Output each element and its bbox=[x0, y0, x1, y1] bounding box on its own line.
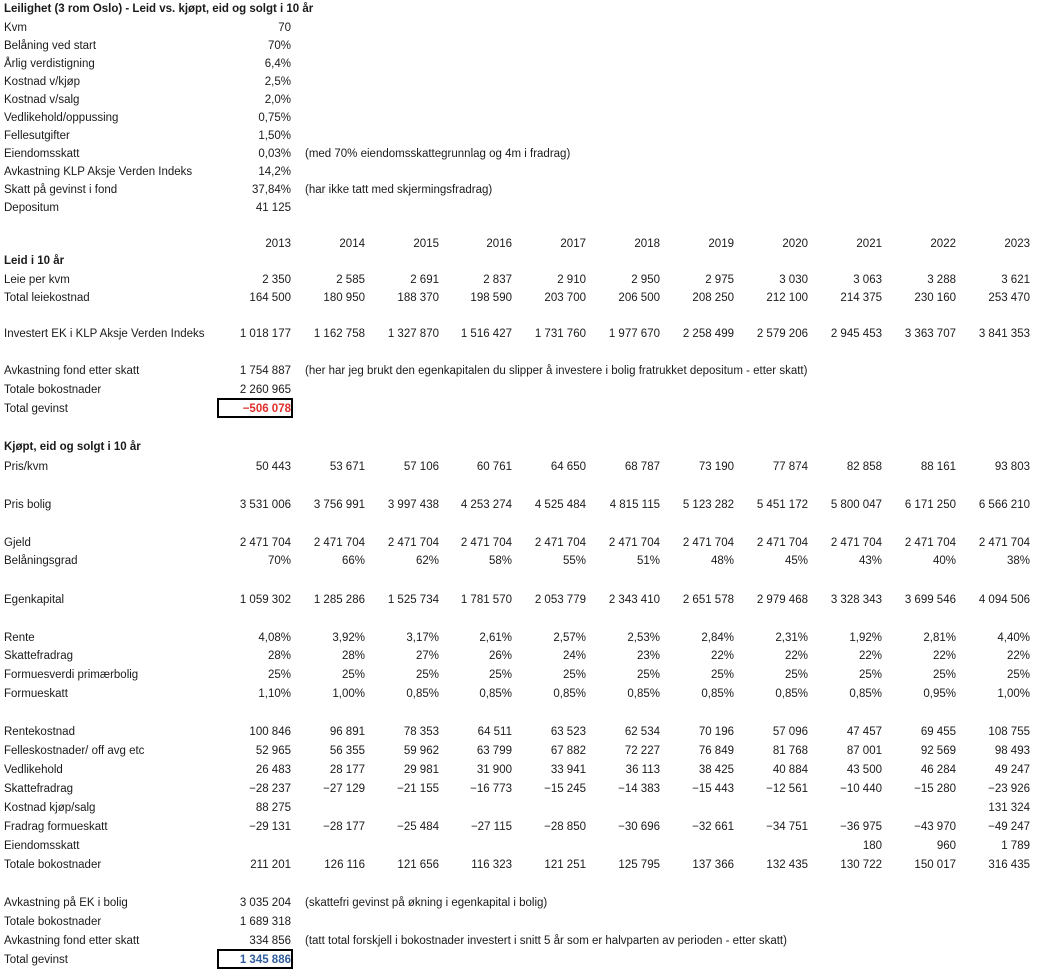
param-label: Årlig verdistigning bbox=[4, 58, 95, 70]
buy-cell: 88 275 bbox=[255, 802, 291, 814]
rent-cell: 212 100 bbox=[766, 292, 808, 304]
buy-cell: 28 177 bbox=[329, 764, 365, 776]
buy-cell: 211 201 bbox=[250, 859, 291, 871]
year-header: 2020 bbox=[782, 238, 808, 250]
rent-cell: 206 500 bbox=[618, 292, 660, 304]
year-header: 2022 bbox=[930, 238, 956, 250]
param-note: (med 70% eiendomsskattegrunnlag og 4m i fradrag) bbox=[305, 148, 571, 160]
buy-cell: −28 850 bbox=[544, 821, 586, 833]
rent-total-gain-border bbox=[217, 398, 293, 418]
year-header: 2013 bbox=[265, 238, 291, 250]
buy-cell: −25 484 bbox=[397, 821, 439, 833]
param-value: 2,0% bbox=[264, 94, 291, 106]
buy-cell: −14 383 bbox=[618, 783, 660, 795]
buy-cell: 31 900 bbox=[476, 764, 512, 776]
buy-cell: 1 781 570 bbox=[460, 594, 512, 606]
buy-cell: −27 115 bbox=[470, 821, 512, 833]
buy-cell: 3 328 343 bbox=[830, 594, 882, 606]
buy-row-label: Gjeld bbox=[4, 537, 31, 549]
year-header: 2021 bbox=[856, 238, 882, 250]
buy-cell: 3 997 438 bbox=[387, 499, 439, 511]
buy-cell: 48% bbox=[710, 555, 734, 567]
year-header: 2018 bbox=[634, 238, 660, 250]
buy-cell: 76 849 bbox=[698, 745, 734, 757]
buy-cell: 316 435 bbox=[988, 859, 1030, 871]
buy-cell: 2 979 468 bbox=[756, 594, 808, 606]
rent-cell: 3 030 bbox=[779, 274, 808, 286]
buy-cell: 180 bbox=[862, 840, 882, 852]
buy-cell: 2 471 704 bbox=[978, 537, 1030, 549]
buy-cell: 0,85% bbox=[701, 688, 734, 700]
buy-cell: 2 471 704 bbox=[756, 537, 808, 549]
buy-cell: 2 471 704 bbox=[682, 537, 734, 549]
buy-cell: 0,85% bbox=[406, 688, 439, 700]
param-label: Fellesutgifter bbox=[4, 130, 70, 142]
rent-cell: 1 516 427 bbox=[460, 328, 512, 340]
buy-cell: 5 123 282 bbox=[682, 499, 734, 511]
buy-cell: −36 975 bbox=[840, 821, 882, 833]
buy-row-label: Pris/kvm bbox=[4, 461, 49, 473]
buy-cell: 93 803 bbox=[994, 461, 1030, 473]
buy-cell: 55% bbox=[562, 555, 586, 567]
buy-row-label: Formuesverdi primærbolig bbox=[4, 669, 139, 681]
buy-cell: −15 280 bbox=[914, 783, 956, 795]
buy-summary-label: Avkastning fond etter skatt bbox=[4, 935, 140, 947]
param-label: Kostnad v/kjøp bbox=[4, 76, 81, 88]
rent-cell: 2 579 206 bbox=[756, 328, 808, 340]
buy-cell: −28 177 bbox=[323, 821, 365, 833]
buy-summary-value: 3 035 204 bbox=[239, 897, 291, 909]
buy-cell: 24% bbox=[562, 650, 586, 662]
buy-cell: 36 113 bbox=[625, 764, 660, 776]
buy-cell: 2,61% bbox=[479, 632, 512, 644]
rent-cell: 3 288 bbox=[927, 274, 956, 286]
buy-cell: 25% bbox=[784, 669, 808, 681]
buy-cell: 5 800 047 bbox=[830, 499, 882, 511]
buy-cell: 92 569 bbox=[920, 745, 956, 757]
buy-cell: 40 884 bbox=[772, 764, 808, 776]
buy-cell: 40% bbox=[932, 555, 956, 567]
param-value: 14,2% bbox=[258, 166, 291, 178]
buy-cell: 88 161 bbox=[920, 461, 956, 473]
buy-cell: 0,85% bbox=[627, 688, 660, 700]
rent-cell: 1 018 177 bbox=[239, 328, 291, 340]
buy-cell: 72 227 bbox=[624, 745, 660, 757]
buy-row-label: Rentekostnad bbox=[4, 726, 75, 738]
buy-cell: 57 096 bbox=[772, 726, 808, 738]
buy-cell: 2 053 779 bbox=[534, 594, 586, 606]
buy-row-label: Rente bbox=[4, 632, 35, 644]
rent-cell: 188 370 bbox=[397, 292, 439, 304]
buy-cell: 62% bbox=[415, 555, 439, 567]
buy-cell: 47 457 bbox=[846, 726, 882, 738]
buy-cell: 56 355 bbox=[329, 745, 365, 757]
rent-cell: 253 470 bbox=[988, 292, 1030, 304]
buy-cell: 5 451 172 bbox=[756, 499, 808, 511]
buy-cell: −21 155 bbox=[397, 783, 439, 795]
buy-cell: 4 525 484 bbox=[534, 499, 586, 511]
param-value: 41 125 bbox=[255, 202, 291, 214]
rent-cell: 208 250 bbox=[692, 292, 734, 304]
buy-cell: 1 789 bbox=[1001, 840, 1030, 852]
buy-cell: 25% bbox=[488, 669, 512, 681]
buy-cell: 25% bbox=[341, 669, 365, 681]
buy-cell: 3 699 546 bbox=[904, 594, 956, 606]
param-label: Eiendomsskatt bbox=[4, 148, 80, 160]
buy-cell: 4 253 274 bbox=[460, 499, 512, 511]
buy-cell: 0,85% bbox=[553, 688, 586, 700]
param-value: 70% bbox=[267, 40, 291, 52]
buy-cell: 33 941 bbox=[550, 764, 586, 776]
buy-cell: 43% bbox=[858, 555, 882, 567]
buy-row-label: Felleskostnader/ off avg etc bbox=[4, 745, 145, 757]
buy-row-label: Fradrag formueskatt bbox=[4, 821, 108, 833]
buy-cell: 25% bbox=[710, 669, 734, 681]
buy-cell: −10 440 bbox=[840, 783, 882, 795]
buy-cell: 53 671 bbox=[329, 461, 365, 473]
buy-cell: 0,85% bbox=[849, 688, 882, 700]
buy-cell: 26 483 bbox=[255, 764, 291, 776]
rent-cell: 1 162 758 bbox=[313, 328, 365, 340]
buy-cell: 25% bbox=[562, 669, 586, 681]
buy-row-label: Egenkapital bbox=[4, 594, 65, 606]
buy-cell: 0,85% bbox=[775, 688, 808, 700]
buy-cell: 77 874 bbox=[772, 461, 808, 473]
rent-cell: 2 950 bbox=[631, 274, 660, 286]
buy-cell: 70 196 bbox=[698, 726, 734, 738]
buy-cell: 121 656 bbox=[397, 859, 439, 871]
buy-cell: 2,57% bbox=[553, 632, 586, 644]
buy-cell: 46 284 bbox=[920, 764, 956, 776]
buy-cell: 87 001 bbox=[846, 745, 882, 757]
param-value: 6,4% bbox=[264, 58, 291, 70]
param-value: 0,03% bbox=[258, 148, 291, 160]
buy-cell: 4,08% bbox=[258, 632, 291, 644]
buy-cell: 2 471 704 bbox=[534, 537, 586, 549]
buy-cell: 28% bbox=[267, 650, 291, 662]
buy-cell: −29 131 bbox=[249, 821, 291, 833]
rent-cell: 1 731 760 bbox=[534, 328, 586, 340]
buy-cell: 150 017 bbox=[914, 859, 956, 871]
buy-cell: 68 787 bbox=[624, 461, 660, 473]
buy-row-label: Skattefradrag bbox=[4, 783, 74, 795]
buy-row-label: Skattefradrag bbox=[4, 650, 74, 662]
buy-cell: 4,40% bbox=[997, 632, 1030, 644]
buy-cell: 29 981 bbox=[403, 764, 439, 776]
rent-summary-value: 2 260 965 bbox=[239, 384, 291, 396]
buy-cell: −32 661 bbox=[692, 821, 734, 833]
param-value: 70 bbox=[278, 22, 291, 34]
param-label: Kvm bbox=[4, 22, 27, 34]
buy-cell: 6 171 250 bbox=[904, 499, 956, 511]
rent-cell: 2 975 bbox=[705, 274, 734, 286]
buy-cell: 6 566 210 bbox=[978, 499, 1030, 511]
param-label: Depositum bbox=[4, 202, 59, 214]
param-label: Kostnad v/salg bbox=[4, 94, 80, 106]
buy-cell: 52 965 bbox=[255, 745, 291, 757]
rent-cell: 3 063 bbox=[853, 274, 882, 286]
rent-cell: 1 977 670 bbox=[608, 328, 660, 340]
buy-cell: 45% bbox=[784, 555, 808, 567]
rent-cell: 3 621 bbox=[1001, 274, 1030, 286]
buy-cell: 28% bbox=[341, 650, 365, 662]
rent-cell: 2 585 bbox=[336, 274, 365, 286]
rent-summary-label: Avkastning fond etter skatt bbox=[4, 365, 140, 377]
buy-cell: 2 471 704 bbox=[387, 537, 439, 549]
buy-total-gain: 1 345 886 bbox=[239, 954, 291, 966]
buy-cell: 4 094 506 bbox=[978, 594, 1030, 606]
buy-summary-label: Avkastning på EK i bolig bbox=[4, 897, 128, 909]
buy-cell: 3,92% bbox=[332, 632, 365, 644]
year-header: 2023 bbox=[1004, 238, 1030, 250]
param-label: Skatt på gevinst i fond bbox=[4, 184, 118, 196]
buy-cell: −43 970 bbox=[914, 821, 956, 833]
buy-cell: 2,81% bbox=[923, 632, 956, 644]
buy-cell: 121 251 bbox=[544, 859, 586, 871]
buy-summary-note: (skattefri gevinst på økning i egenkapital i bolig) bbox=[305, 897, 548, 909]
rent-cell: 2 910 bbox=[557, 274, 586, 286]
buy-cell: 1,00% bbox=[332, 688, 365, 700]
buy-cell: 67 882 bbox=[550, 745, 586, 757]
year-header: 2015 bbox=[413, 238, 439, 250]
buy-cell: 2,53% bbox=[627, 632, 660, 644]
buy-cell: 2,84% bbox=[701, 632, 734, 644]
buy-cell: 3 531 006 bbox=[239, 499, 291, 511]
buy-row-label: Pris bolig bbox=[4, 499, 52, 511]
buy-cell: 1,00% bbox=[997, 688, 1030, 700]
buy-cell: 131 324 bbox=[988, 802, 1030, 814]
buy-cell: −23 926 bbox=[988, 783, 1030, 795]
buy-cell: 2 471 704 bbox=[460, 537, 512, 549]
buy-row-label: Kostnad kjøp/salg bbox=[4, 802, 96, 814]
buy-cell: 59 962 bbox=[403, 745, 439, 757]
buy-cell: 66% bbox=[341, 555, 365, 567]
param-label: Avkastning KLP Aksje Verden Indeks bbox=[4, 166, 193, 178]
rent-cell: 3 841 353 bbox=[978, 328, 1030, 340]
buy-cell: 82 858 bbox=[846, 461, 882, 473]
buy-cell: 137 366 bbox=[692, 859, 734, 871]
buy-cell: 57 106 bbox=[403, 461, 439, 473]
buy-summary-label: Total gevinst bbox=[4, 954, 68, 966]
buy-cell: 2 651 578 bbox=[682, 594, 734, 606]
param-value: 2,5% bbox=[264, 76, 291, 88]
section-header-buy: Kjøpt, eid og solgt i 10 år bbox=[4, 441, 141, 453]
rent-cell: 2 691 bbox=[410, 274, 439, 286]
buy-cell: 38% bbox=[1006, 555, 1030, 567]
year-header: 2017 bbox=[560, 238, 586, 250]
buy-cell: 3 756 991 bbox=[313, 499, 365, 511]
buy-cell: 22% bbox=[932, 650, 956, 662]
rent-cell: 198 590 bbox=[470, 292, 512, 304]
buy-summary-label: Totale bokostnader bbox=[4, 916, 102, 928]
param-label: Belåning ved start bbox=[4, 40, 97, 52]
buy-row-label: Eiendomsskatt bbox=[4, 840, 80, 852]
buy-cell: 2 471 704 bbox=[313, 537, 365, 549]
rent-cell: 3 363 707 bbox=[904, 328, 956, 340]
rent-summary-note: (her har jeg brukt den egenkapitalen du slipper å investere i bolig fratrukket depositum - etter skatt) bbox=[305, 365, 808, 377]
buy-cell: 4 815 115 bbox=[609, 499, 660, 511]
buy-cell: 0,95% bbox=[923, 688, 956, 700]
buy-row-label: Formueskatt bbox=[4, 688, 68, 700]
buy-cell: 25% bbox=[932, 669, 956, 681]
param-value: 0,75% bbox=[258, 112, 291, 124]
buy-cell: 64 650 bbox=[550, 461, 586, 473]
buy-cell: 69 455 bbox=[920, 726, 956, 738]
buy-cell: 1,10% bbox=[258, 688, 291, 700]
buy-cell: 25% bbox=[858, 669, 882, 681]
rent-cell: 2 945 453 bbox=[830, 328, 882, 340]
buy-cell: −16 773 bbox=[470, 783, 512, 795]
buy-cell: 1 059 302 bbox=[239, 594, 291, 606]
buy-cell: 96 891 bbox=[329, 726, 365, 738]
buy-cell: 25% bbox=[267, 669, 291, 681]
buy-cell: 64 511 bbox=[477, 726, 512, 738]
buy-cell: 960 bbox=[936, 840, 956, 852]
rent-summary-label: Totale bokostnader bbox=[4, 384, 102, 396]
buy-cell: 2 471 704 bbox=[608, 537, 660, 549]
param-label: Vedlikehold/oppussing bbox=[4, 112, 119, 124]
buy-cell: 116 323 bbox=[471, 859, 512, 871]
rent-summary-value: 1 754 887 bbox=[239, 365, 291, 377]
rent-row-label: Total leiekostnad bbox=[4, 292, 90, 304]
buy-cell: 51% bbox=[636, 555, 660, 567]
buy-cell: 63 523 bbox=[550, 726, 586, 738]
rent-cell: 2 837 bbox=[483, 274, 512, 286]
buy-cell: 22% bbox=[710, 650, 734, 662]
buy-cell: 2 471 704 bbox=[830, 537, 882, 549]
buy-cell: 132 435 bbox=[766, 859, 808, 871]
buy-cell: 22% bbox=[1006, 650, 1030, 662]
rent-cell: 180 950 bbox=[323, 292, 365, 304]
buy-cell: 2 471 704 bbox=[904, 537, 956, 549]
year-header: 2014 bbox=[339, 238, 365, 250]
buy-cell: 130 722 bbox=[840, 859, 882, 871]
buy-cell: −34 751 bbox=[766, 821, 808, 833]
buy-row-label: Belåningsgrad bbox=[4, 555, 78, 567]
rent-cell: 230 160 bbox=[914, 292, 956, 304]
buy-cell: 2 471 704 bbox=[239, 537, 291, 549]
buy-cell: 25% bbox=[415, 669, 439, 681]
buy-cell: 70% bbox=[267, 555, 291, 567]
buy-summary-value: 1 689 318 bbox=[239, 916, 291, 928]
rent-cell: 2 350 bbox=[262, 274, 291, 286]
buy-cell: 23% bbox=[636, 650, 660, 662]
buy-cell: −30 696 bbox=[618, 821, 660, 833]
section-header-rent: Leid i 10 år bbox=[4, 255, 65, 267]
rent-summary-label: Total gevinst bbox=[4, 403, 68, 415]
buy-cell: 22% bbox=[858, 650, 882, 662]
buy-cell: 81 768 bbox=[772, 745, 808, 757]
buy-cell: −15 443 bbox=[692, 783, 734, 795]
buy-cell: 73 190 bbox=[698, 461, 734, 473]
buy-cell: 26% bbox=[488, 650, 512, 662]
buy-cell: 62 534 bbox=[624, 726, 660, 738]
buy-summary-value: 334 856 bbox=[249, 935, 291, 947]
buy-cell: 3,17% bbox=[406, 632, 439, 644]
buy-cell: 1 285 286 bbox=[313, 594, 365, 606]
buy-cell: −28 237 bbox=[249, 783, 291, 795]
year-header: 2019 bbox=[708, 238, 734, 250]
buy-cell: −49 247 bbox=[988, 821, 1030, 833]
buy-cell: 27% bbox=[415, 650, 439, 662]
param-value: 1,50% bbox=[258, 130, 291, 142]
buy-cell: −12 561 bbox=[766, 783, 808, 795]
buy-cell: 2 343 410 bbox=[608, 594, 660, 606]
buy-total-gain-border bbox=[217, 949, 293, 969]
buy-cell: 1,92% bbox=[849, 632, 882, 644]
buy-cell: 60 761 bbox=[476, 461, 512, 473]
buy-cell: −27 129 bbox=[323, 783, 365, 795]
rent-cell: 2 258 499 bbox=[682, 328, 734, 340]
buy-cell: 22% bbox=[784, 650, 808, 662]
rent-cell: 214 375 bbox=[840, 292, 882, 304]
buy-cell: 38 425 bbox=[698, 764, 734, 776]
buy-cell: 78 353 bbox=[403, 726, 439, 738]
param-value: 37,84% bbox=[251, 184, 291, 196]
buy-cell: 125 795 bbox=[618, 859, 660, 871]
buy-cell: 100 846 bbox=[249, 726, 291, 738]
buy-cell: 25% bbox=[1006, 669, 1030, 681]
rent-total-gain: −506 078 bbox=[242, 403, 291, 415]
buy-row-label: Totale bokostnader bbox=[4, 859, 102, 871]
buy-cell: −15 245 bbox=[544, 783, 586, 795]
buy-cell: 0,85% bbox=[479, 688, 512, 700]
buy-cell: 98 493 bbox=[994, 745, 1030, 757]
buy-cell: 43 500 bbox=[846, 764, 882, 776]
buy-summary-note: (tatt total forskjell i bokostnader investert i snitt 5 år som er halvparten av perioden - etter skatt) bbox=[305, 935, 787, 947]
rent-cell: 164 500 bbox=[249, 292, 291, 304]
buy-cell: 49 247 bbox=[994, 764, 1030, 776]
sheet-title: Leilighet (3 rom Oslo) - Leid vs. kjøpt, eid og solgt i 10 år bbox=[4, 3, 314, 15]
buy-cell: 2,31% bbox=[775, 632, 808, 644]
rent-row-label: Investert EK i KLP Aksje Verden Indeks bbox=[4, 328, 205, 340]
buy-cell: 50 443 bbox=[255, 461, 291, 473]
param-note: (har ikke tatt med skjermingsfradrag) bbox=[305, 184, 493, 196]
buy-cell: 25% bbox=[636, 669, 660, 681]
year-header: 2016 bbox=[486, 238, 512, 250]
buy-row-label: Vedlikehold bbox=[4, 764, 63, 776]
buy-cell: 1 525 734 bbox=[387, 594, 439, 606]
rent-cell: 203 700 bbox=[544, 292, 586, 304]
rent-row-label: Leie per kvm bbox=[4, 274, 70, 286]
rent-cell: 1 327 870 bbox=[387, 328, 439, 340]
buy-cell: 63 799 bbox=[476, 745, 512, 757]
buy-cell: 58% bbox=[488, 555, 512, 567]
buy-cell: 108 755 bbox=[988, 726, 1030, 738]
buy-cell: 126 116 bbox=[324, 859, 365, 871]
